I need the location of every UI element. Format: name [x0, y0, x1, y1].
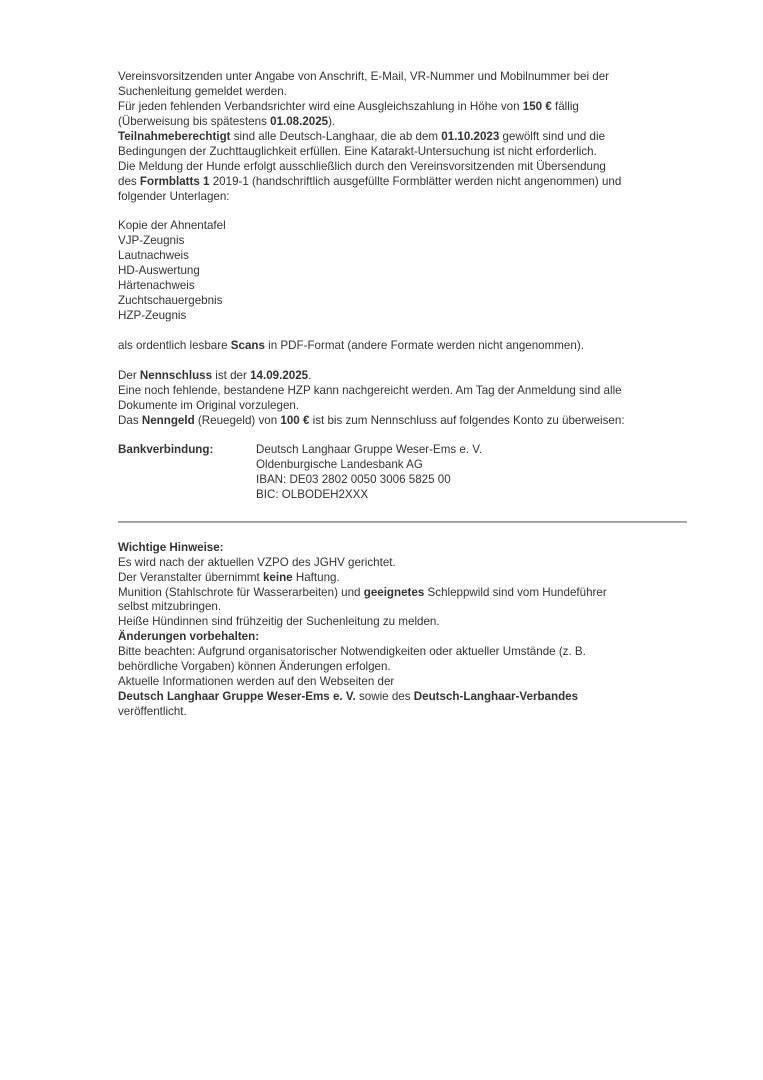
text-run: Für jeden fehlenden Verbandsrichter wird eine Ausgleichszahlung in Höhe von	[118, 99, 523, 113]
text-run: (Überweisung bis spätestens	[118, 114, 271, 128]
text-line	[118, 145, 687, 160]
text-line	[118, 115, 687, 130]
text-run: Es wird nach der aktuellen VZPO des JGHV gerichtet.	[118, 555, 396, 569]
text-line	[118, 556, 687, 571]
bank-details-row	[118, 473, 687, 488]
text-line	[118, 294, 687, 309]
text-line	[118, 660, 687, 675]
bank-details-row	[118, 488, 687, 503]
text-run: Scans	[230, 338, 265, 352]
text-line	[118, 234, 687, 249]
text-run: Änderungen vorbehalten:	[118, 630, 260, 644]
text-run: des	[118, 174, 140, 188]
text-run: Suchenleitung gemeldet werden.	[118, 84, 287, 98]
text-run: .	[308, 368, 312, 382]
blank-line	[118, 204, 687, 219]
text-run: Eine noch fehlende, bestandene HZP kann nachgereicht werden. Am Tag der Anmeldung sind alle	[118, 383, 622, 397]
text-run: fällig	[551, 99, 579, 113]
text-line	[118, 705, 687, 720]
text-line	[118, 130, 687, 145]
intro-paragraph	[118, 70, 687, 204]
text-run: Formblatts 1	[139, 174, 210, 188]
text-run: Munition (Stahlschrote für Wasserarbeiten) und	[118, 585, 364, 599]
bank-details-label: Bankverbindung:	[118, 443, 214, 457]
bank-details	[118, 443, 687, 503]
text-line	[118, 160, 687, 175]
text-line	[118, 541, 687, 556]
text-line	[118, 339, 687, 354]
text-run: ist der	[212, 368, 251, 382]
text-run: Schleppwild sind vom Hundeführer	[424, 585, 607, 599]
text-run: Der Veranstalter übernimmt	[118, 570, 263, 584]
text-run: ist bis zum Nennschluss auf folgendes Konto zu überweisen:	[309, 413, 625, 427]
text-run: VJP-Zeugnis	[118, 234, 185, 248]
text-line	[118, 100, 687, 115]
text-run: 14.09.2025	[250, 368, 309, 382]
text-line	[118, 264, 687, 279]
text-line	[118, 369, 687, 384]
text-line	[118, 571, 687, 586]
text-run: 01.08.2025	[270, 114, 329, 128]
text-run: sowie des	[355, 690, 414, 704]
text-run: 150 €	[522, 99, 552, 113]
text-run: Die Meldung der Hunde erfolgt ausschließlich durch den Vereinsvorsitzenden mit Übersendung	[118, 159, 606, 173]
required-documents-list	[118, 219, 687, 324]
text-run: 2019-1 (handschriftlich ausgefüllte Formblätter werden nicht angenommen) und	[209, 174, 622, 188]
text-run: Nenngeld	[141, 413, 195, 427]
text-line	[118, 630, 687, 645]
text-run: Haftung.	[292, 570, 340, 584]
text-run: Vereinsvorsitzenden unter Angabe von Anschrift, E-Mail, VR-Nummer und Mobilnummer bei der	[118, 70, 610, 83]
text-run: Kopie der Ahnentafel	[118, 219, 226, 233]
text-run: Lautnachweis	[118, 249, 189, 263]
text-line	[118, 675, 687, 690]
text-line	[118, 690, 687, 705]
text-run: gewölft sind und die	[499, 129, 606, 143]
text-line	[118, 175, 687, 190]
blank-line	[118, 324, 687, 339]
text-run: Heiße Hündinnen sind frühzeitig der Suchenleitung zu melden.	[118, 615, 440, 629]
bank-details-value: Oldenburgische Landesbank AG	[256, 458, 423, 472]
text-run: veröffentlicht.	[118, 705, 187, 718]
text-line	[118, 384, 687, 399]
text-run: Dokumente im Original vorzulegen.	[118, 398, 300, 412]
bank-details-row	[118, 443, 687, 458]
blank-line	[118, 429, 687, 444]
text-run: keine	[262, 570, 293, 584]
text-run: Deutsch-Langhaar-Verbandes	[413, 690, 579, 704]
text-run: 01.10.2023	[441, 129, 500, 143]
section-divider	[118, 521, 687, 523]
blank-line	[118, 354, 687, 369]
text-run: Zuchtschauergebnis	[118, 294, 223, 308]
text-run: Bedingungen der Zuchttauglichkeit erfüllen. Eine Katarakt-Untersuchung ist nicht erforderlich.	[118, 144, 597, 158]
text-run: Der	[118, 368, 140, 382]
text-run: HZP-Zeugnis	[118, 309, 187, 322]
text-line	[118, 249, 687, 264]
text-run: in PDF-Format (andere Formate werden nicht angenommen).	[264, 338, 584, 352]
deadline-paragraph	[118, 369, 687, 429]
text-line	[118, 600, 687, 615]
text-run: als ordentlich lesbare	[118, 338, 231, 352]
bank-details-row	[118, 458, 687, 473]
text-line	[118, 645, 687, 660]
text-run: Bitte beachten: Aufgrund organisatorischer Notwendigkeiten oder aktueller Umstände (z. B.	[118, 645, 586, 659]
text-run: Aktuelle Informationen werden auf den Webseiten der	[118, 675, 395, 689]
text-run: selbst mitzubringen.	[118, 600, 222, 614]
text-line	[118, 70, 687, 85]
text-run: folgender Unterlagen:	[118, 189, 230, 203]
text-run: Das	[118, 413, 142, 427]
text-line	[118, 399, 687, 414]
text-line	[118, 85, 687, 100]
text-run: (Reuegeld) von	[194, 413, 281, 427]
text-run: geeignetes	[363, 585, 425, 599]
text-line	[118, 615, 687, 630]
text-run: ).	[328, 114, 336, 128]
text-run: HD-Auswertung	[118, 264, 200, 278]
text-run: behördliche Vorgaben) können Änderungen erfolgen.	[118, 660, 391, 674]
text-run: 100 €	[280, 413, 310, 427]
text-run: Nennschluss	[139, 368, 213, 382]
text-run: Deutsch Langhaar Gruppe Weser-Ems e. V.	[118, 690, 356, 704]
scans-note	[118, 339, 687, 354]
text-run: Wichtige Hinweise:	[118, 540, 224, 554]
text-line	[118, 279, 687, 294]
text-line	[118, 219, 687, 234]
text-run: Härtenachweis	[118, 279, 195, 293]
text-line	[118, 190, 687, 205]
text-line	[118, 586, 687, 601]
text-line	[118, 414, 687, 429]
text-run: Teilnahmeberechtigt	[118, 129, 231, 143]
bank-details-value: BIC: OLBODEH2XXX	[256, 488, 369, 502]
text-run: sind alle Deutsch-Langhaar, die ab dem	[230, 129, 442, 143]
important-notes	[118, 541, 687, 720]
bank-details-value: Deutsch Langhaar Gruppe Weser-Ems e. V.	[256, 443, 483, 457]
text-line	[118, 309, 687, 324]
bank-details-value: IBAN: DE03 2802 0050 3006 5825 00	[256, 473, 451, 487]
